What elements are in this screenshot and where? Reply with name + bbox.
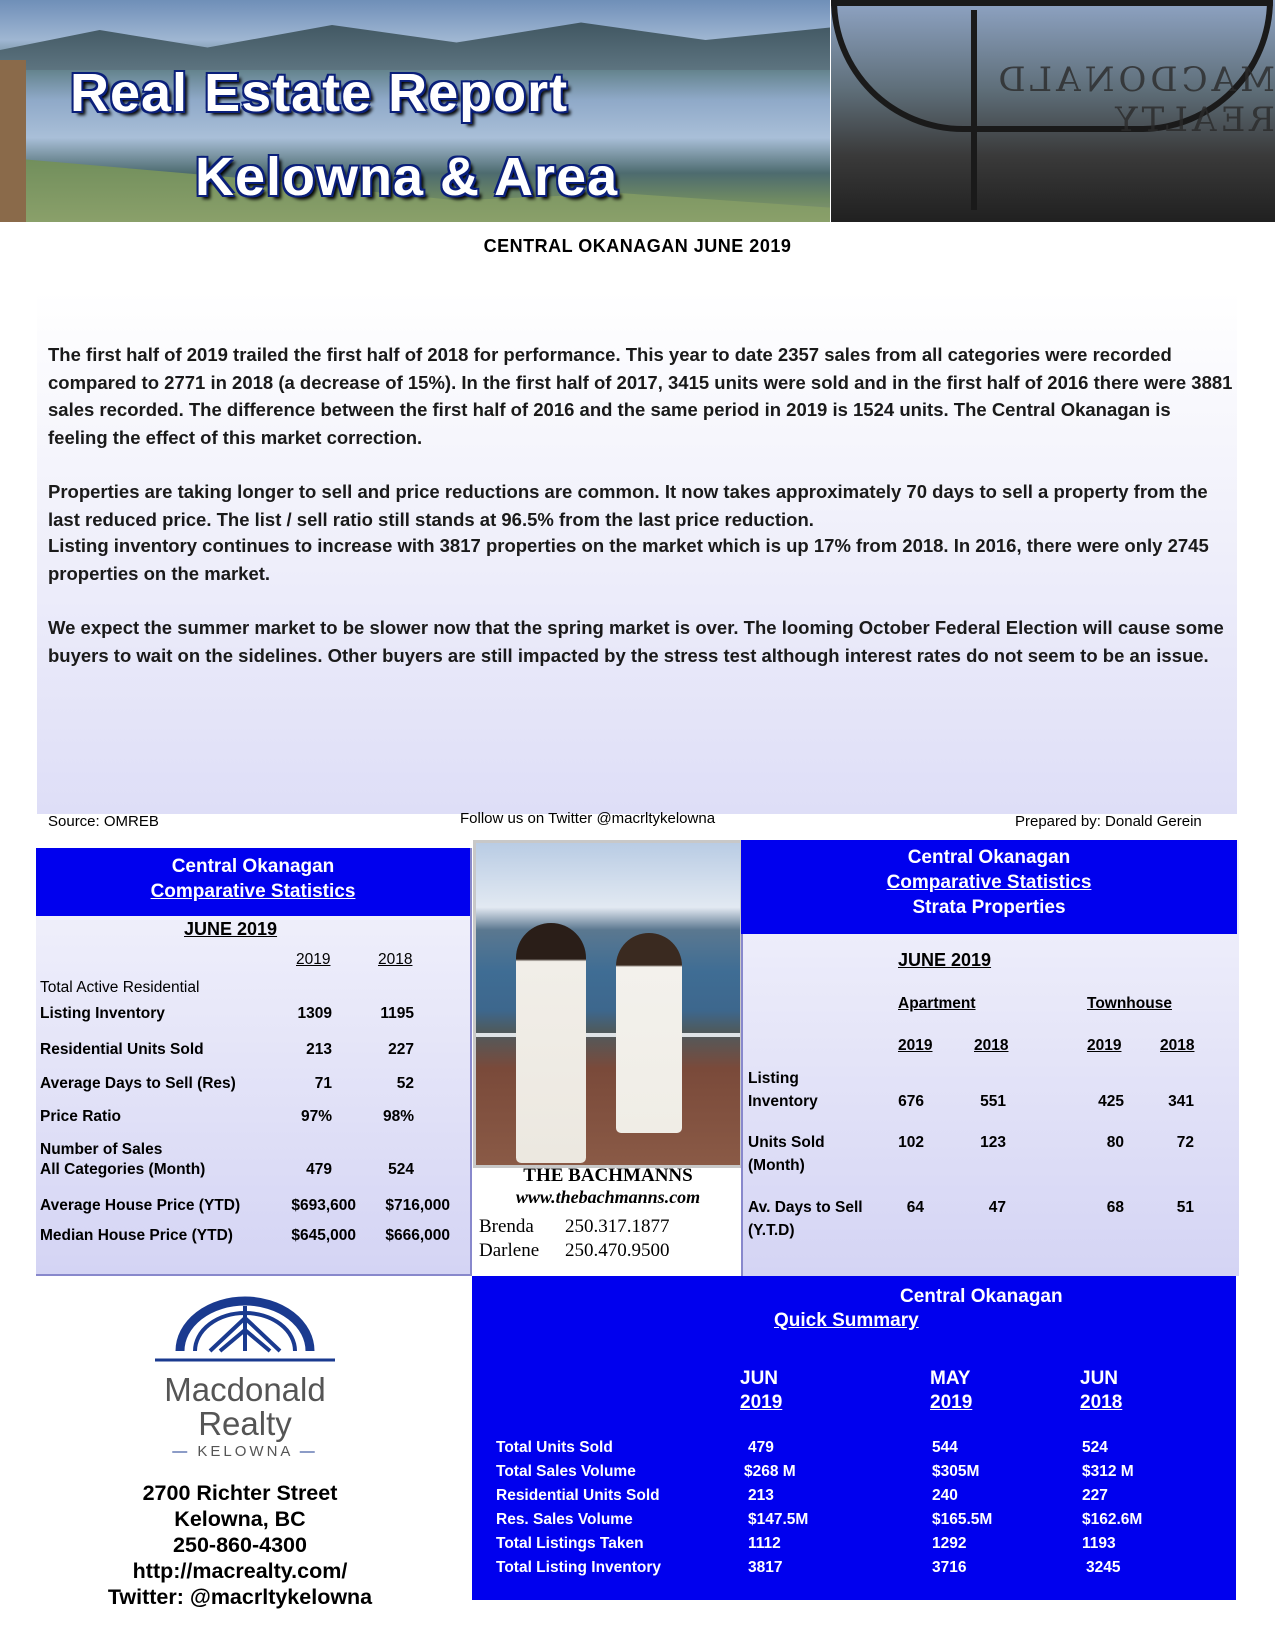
- office-phone: 250-860-4300: [173, 1533, 307, 1557]
- strata-th-2019: 80: [1106, 1134, 1124, 1151]
- twitter-follow-note[interactable]: Follow us on Twitter @macrltykelowna: [460, 810, 716, 827]
- quick-row-c3: 227: [1082, 1487, 1108, 1504]
- stats-row-value-2018: 98%: [382, 1108, 414, 1125]
- report-title-line1: Real Estate Report: [70, 63, 569, 123]
- office-address-block: [70, 1480, 410, 1610]
- quick-row-c1: 479: [748, 1439, 774, 1456]
- quick-row-c1: 3817: [748, 1559, 783, 1576]
- quick-summary-title: Central Okanagan: [900, 1286, 1063, 1307]
- quick-row-c2: $305M: [932, 1463, 980, 1480]
- quick-row-c2: 544: [932, 1439, 958, 1456]
- strata-row-label: Av. Days to Sell: [748, 1199, 863, 1216]
- quick-row-c3: $162.6M: [1082, 1511, 1143, 1528]
- strata-th-col-2019: 2019: [1087, 1037, 1122, 1054]
- logo-name-line2: Realty: [198, 1405, 292, 1442]
- prepared-by-note: Prepared by: Donald Gerein: [1015, 813, 1202, 830]
- quick-row-c1: 1112: [748, 1535, 781, 1552]
- stats-row-value-2018: 524: [388, 1161, 414, 1178]
- stats-row-value-2019: 479: [306, 1161, 332, 1178]
- quick-row-c2: 240: [932, 1487, 958, 1504]
- office-street: 2700 Richter Street: [142, 1481, 338, 1505]
- strata-apt-col-2018: 2018: [974, 1037, 1009, 1054]
- strata-subtitle2: Strata Properties: [912, 897, 1066, 918]
- quick-row-label: Total Listings Taken: [496, 1535, 644, 1552]
- stats-row-label: Residential Units Sold: [40, 1041, 204, 1058]
- strata-period: JUNE 2019: [898, 950, 992, 970]
- stats-subtitle: Comparative Statistics: [150, 881, 356, 902]
- strata-apt-2018: 123: [980, 1134, 1006, 1151]
- stats-title: Central Okanagan: [171, 856, 335, 877]
- quick-row-c2: $165.5M: [932, 1511, 993, 1528]
- quick-col-year: 2019: [740, 1392, 783, 1413]
- narrative-paragraph-4: We expect the summer market to be slower now that the spring market is over. The looming October Federal Election will cause some buyers to wait on the sidelines. Other buyers are still impacted by the stress test although interest rates do not seem to be an issue.: [48, 617, 1224, 666]
- macdonald-realty-logo: [150, 1296, 340, 1460]
- quick-row-c3: 524: [1082, 1439, 1108, 1456]
- strata-th-2018: 72: [1176, 1134, 1194, 1151]
- window-sign-text: MACDONALD REALTY: [994, 60, 1275, 140]
- strata-row-label: (Y.T.D): [748, 1222, 795, 1239]
- strata-th-col-2018: 2018: [1160, 1037, 1195, 1054]
- logo-dash-left: —: [172, 1443, 198, 1460]
- stats-row-value-2019: $645,000: [291, 1227, 356, 1244]
- quick-row-c1: $147.5M: [748, 1511, 809, 1528]
- quick-row-c1: 213: [748, 1487, 774, 1504]
- quick-row-label: Residential Units Sold: [496, 1487, 660, 1504]
- stats-row-value-2018: $716,000: [385, 1197, 450, 1214]
- strata-apt-2019: 676: [898, 1093, 924, 1110]
- banner-building: [0, 60, 26, 222]
- quick-summary-subtitle: Quick Summary: [774, 1310, 919, 1331]
- office-url[interactable]: http://macrealty.com/: [132, 1559, 348, 1583]
- strata-townhouse-header: Townhouse: [1087, 995, 1172, 1012]
- strata-row-label: Listing: [748, 1070, 799, 1087]
- quick-col-month: MAY: [930, 1368, 971, 1389]
- quick-summary-panel: [472, 1276, 1236, 1600]
- agent-contact-card: [473, 1163, 743, 1276]
- quick-row-label: Res. Sales Volume: [496, 1511, 633, 1528]
- quick-row-label: Total Units Sold: [496, 1439, 613, 1456]
- stats-row-label: Average Days to Sell (Res): [40, 1075, 236, 1092]
- strata-row-label: Units Sold: [748, 1134, 825, 1151]
- stats-row-value-2018: $666,000: [385, 1227, 450, 1244]
- source-note: Source: OMREB: [48, 813, 159, 830]
- stats-row-value-2018: 227: [388, 1041, 414, 1058]
- stats-row-label: Average House Price (YTD): [40, 1197, 241, 1214]
- narrative-paragraph-3: Listing inventory continues to increase with 3817 properties on the market which is up 17% from 2018. In 2016, there were only 2745 properties on the market.: [48, 535, 1209, 584]
- stats-row-label: Price Ratio: [40, 1108, 121, 1125]
- agent2-phone: 250.470.9500: [565, 1240, 670, 1261]
- quick-row-c2: 1292: [932, 1535, 967, 1552]
- agent-brenda-figure: [516, 923, 586, 1163]
- stats-period: JUNE 2019: [184, 919, 278, 939]
- office-window-photo: [831, 0, 1275, 222]
- quick-row-c2: 3716: [932, 1559, 967, 1576]
- strata-th-2018: 341: [1168, 1093, 1194, 1110]
- quick-row-c3: $312 M: [1082, 1463, 1134, 1480]
- strata-apt-2019: 64: [906, 1199, 924, 1216]
- stats-row-value-2018: 1195: [380, 1005, 414, 1022]
- agents-photo: [473, 840, 743, 1168]
- stats-col-2019: 2019: [296, 951, 331, 968]
- logo-dash-right: —: [292, 1443, 318, 1460]
- quick-col-year: 2018: [1080, 1392, 1123, 1413]
- stats-row-label: Median House Price (YTD): [40, 1227, 233, 1244]
- agent-darlene-figure: [616, 933, 682, 1133]
- quick-row-c3: 3245: [1086, 1559, 1121, 1576]
- strata-th-2018: 51: [1176, 1199, 1194, 1216]
- agent1-name: Brenda: [479, 1216, 534, 1237]
- agent1-phone: 250.317.1877: [565, 1216, 670, 1237]
- office-city: Kelowna, BC: [174, 1507, 306, 1531]
- stats-row-value-2019: 1309: [297, 1005, 332, 1022]
- strata-subtitle: Comparative Statistics: [886, 872, 1092, 893]
- report-title-line2: Kelowna & Area: [195, 147, 619, 207]
- stats-row-value-2019: 71: [314, 1075, 332, 1092]
- quick-row-label: Total Sales Volume: [496, 1463, 636, 1480]
- stats-row-label: Listing Inventory: [40, 1005, 165, 1022]
- strata-apt-2018: 551: [980, 1093, 1006, 1110]
- quick-col-year: 2019: [930, 1392, 973, 1413]
- strata-apt-2018: 47: [988, 1199, 1006, 1216]
- strata-apt-col-2019: 2019: [898, 1037, 933, 1054]
- strata-row-label: Inventory: [748, 1093, 818, 1110]
- logo-name-line1: Macdonald: [164, 1371, 326, 1408]
- strata-apt-2019: 102: [898, 1134, 924, 1151]
- strata-apartment-header: Apartment: [898, 995, 976, 1012]
- stats-row-label: All Categories (Month): [40, 1161, 206, 1178]
- strata-statistics-header: [741, 840, 1237, 934]
- stats-row-value-2018: 52: [396, 1075, 414, 1092]
- logo-arch-icon: [150, 1296, 340, 1366]
- strata-th-2019: 68: [1106, 1199, 1124, 1216]
- strata-row-label: (Month): [748, 1157, 805, 1174]
- comparative-statistics-header: [36, 848, 470, 916]
- strata-title: Central Okanagan: [907, 847, 1071, 868]
- header-banner-photo: [0, 0, 830, 222]
- office-twitter[interactable]: Twitter: @macrltykelowna: [107, 1585, 373, 1609]
- stats-group-label: Total Active Residential: [40, 979, 200, 996]
- strata-th-2019: 425: [1098, 1093, 1124, 1110]
- report-period: CENTRAL OKANAGAN JUNE 2019: [483, 236, 792, 256]
- team-website[interactable]: www.thebachmanns.com: [515, 1187, 701, 1207]
- quick-row-c3: 1193: [1082, 1535, 1116, 1552]
- stats-col-2018: 2018: [378, 951, 413, 968]
- agent2-name: Darlene: [479, 1240, 540, 1261]
- quick-col-month: JUN: [740, 1368, 779, 1389]
- quick-row-label: Total Listing Inventory: [496, 1559, 662, 1576]
- stats-row-label: Number of Sales: [40, 1141, 163, 1158]
- stats-row-value-2019: $693,600: [291, 1197, 356, 1214]
- stats-row-value-2019: 213: [306, 1041, 332, 1058]
- narrative-paragraph-2: Properties are taking longer to sell and price reductions are common. It now takes approximately 70 days to sell a property from the last reduced price. The list / sell ratio still stands at 96.5% from the last price reduction.: [48, 481, 1208, 530]
- narrative-paragraph-1: The first half of 2019 trailed the first half of 2018 for performance. This year to date 2357 sales from all categories were recorded compared to 2771 in 2018 (a decrease of 15%). In the first half of 2017, 3415 units were sold and in the first half of 2016 there were 3881 sales recorded. The difference between the first half of 2016 and the same period in 2019 is 1524 units. The Central Okanagan is feeling the effect of this market correction.: [48, 344, 1233, 448]
- logo-city: — KELOWNA —: [172, 1443, 318, 1460]
- quick-row-c1: $268 M: [744, 1463, 796, 1480]
- team-name: THE BACHMANNS: [523, 1165, 693, 1186]
- stats-row-value-2019: 97%: [300, 1108, 332, 1125]
- quick-col-month: JUN: [1080, 1368, 1119, 1389]
